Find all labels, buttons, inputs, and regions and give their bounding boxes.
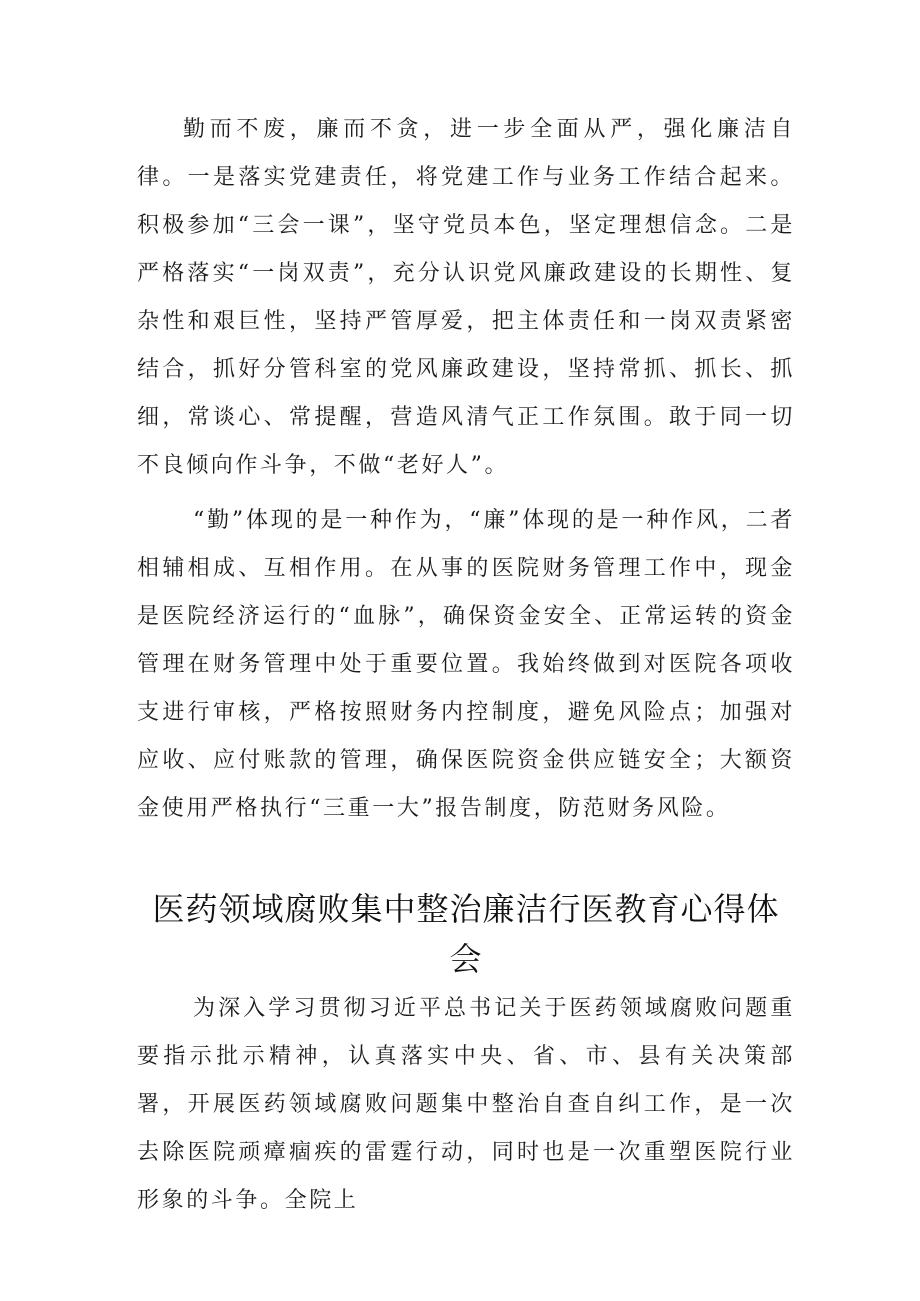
body-paragraph-diligence-integrity: 勤而不废，廉而不贪，进一步全面从严，强化廉洁自律。一是落实党建责任，将党建工作与业务工作结合起来。积极参加“三会一课”，坚守党员本色，坚定理想信念。二是严格落实“一岗双责”，充分认识党风廉政建设的长期性、复杂性和艰巨性，坚持严管厚爱，把主体责任和一岗双责紧密结合，抓好分管科室的党风廉政建设，坚持常抓、抓长、抓细，常谈心、常提醒，营造风清气正工作氛围。敢于同一切不良倾向作斗争，不做“老好人”。 bbox=[137, 117, 795, 478]
body-paragraph-section-intro: 为深入学习贯彻习近平总书记关于医药领域腐败问题重要指示批示精神，认真落实中央、省、市、县有关决策部署，开展医药领域腐败问题集中整治自查自纠工作，是一次去除医院顽瘴痼疾的雷霆行动，同时也是一次重塑医院行业形象的斗争。全院上 bbox=[137, 996, 795, 1213]
section-title: 医药领域腐败集中整治廉洁行医教育心得体会 bbox=[152, 890, 780, 978]
body-paragraph-financial-management: “勤”体现的是一种作为，“廉”体现的是一种作风，二者相辅相成、互相作用。在从事的医院财务管理工作中，现金是医院经济运行的“血脉”，确保资金安全、正常运转的资金管理在财务管理中处于重要位置。我始终做到对医院各项收支进行审核，严格按照财务内控制度，避免风险点；加强对应收、应付账款的管理，确保医院资金供应链安全；大额资金使用严格执行“三重一大”报告制度，防范财务风险。 bbox=[137, 508, 795, 821]
